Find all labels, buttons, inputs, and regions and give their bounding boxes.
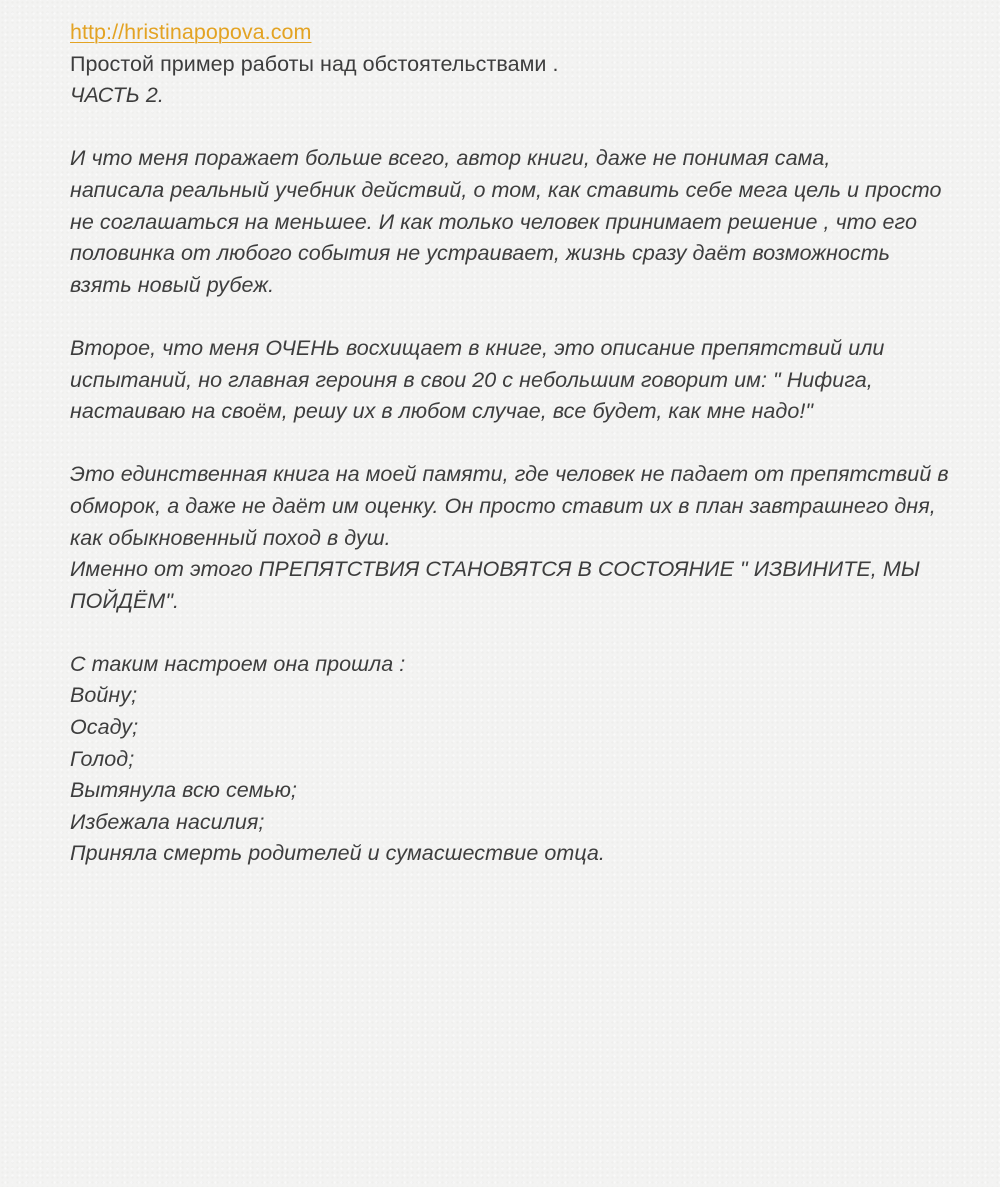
list-item: Голод; [70,746,135,771]
list-item: Войну; [70,683,138,708]
spacer [70,428,950,460]
paragraph-line: ПОЙДЁМ". [70,588,180,613]
paragraph-line: как обыкновенный поход в душ. [70,525,391,550]
spacer [70,112,950,144]
paragraph-line: половинка от любого события не устраивает, жизнь сразу даёт возможность [70,241,891,266]
paragraph-line: Это единственная книга на моей памяти, где человек не падает от препятствий в [70,462,949,487]
paragraph-line: взять новый рубеж. [70,272,275,297]
website-link[interactable]: http://hristinapopova.com [70,20,312,44]
paragraph-2 [70,333,950,428]
header-line-link [70,17,950,49]
note-body [70,17,950,870]
paragraph-3 [70,459,950,617]
paragraph-line: обморок, а даже не даёт им оценку. Он просто ставит их в план завтрашнего дня, [70,493,936,518]
paragraph-line: И что меня поражает больше всего, автор книги, даже не понимая сама, [70,146,831,171]
spacer [70,617,950,649]
list-item: Приняла смерть родителей и сумасшествие отца. [70,841,605,866]
achievements-list [70,649,950,870]
list-item: Осаду; [70,715,139,740]
paragraph-line: Именно от этого ПРЕПЯТСТВИЯ СТАНОВЯТСЯ В СОСТОЯНИЕ " ИЗВИНИТЕ, МЫ [70,557,920,582]
spacer [70,301,950,333]
paragraph-line: не соглашаться на меньшее. И как только человек принимает решение , что его [70,209,917,234]
list-intro: С таким настроем она прошла : [70,651,406,676]
paragraph-line: Второе, что меня ОЧЕНЬ восхищает в книге, это описание препятствий или [70,335,885,360]
note-title: Простой пример работы над обстоятельствами . [70,51,559,76]
paragraph-line: испытаний, но главная героиня в свои 20 с небольшим говорит им: " Нифига, [70,367,873,392]
paragraph-1 [70,143,950,301]
list-item: Вытянула всю семью; [70,778,297,803]
paragraph-line: настаиваю на своём, решу их в любом случае, все будет, как мне надо!" [70,399,814,424]
list-item: Избежала насилия; [70,809,265,834]
part-label: ЧАСТЬ 2. [70,83,164,108]
paragraph-line: написала реальный учебник действий, о том, как ставить себе мега цель и просто [70,177,942,202]
